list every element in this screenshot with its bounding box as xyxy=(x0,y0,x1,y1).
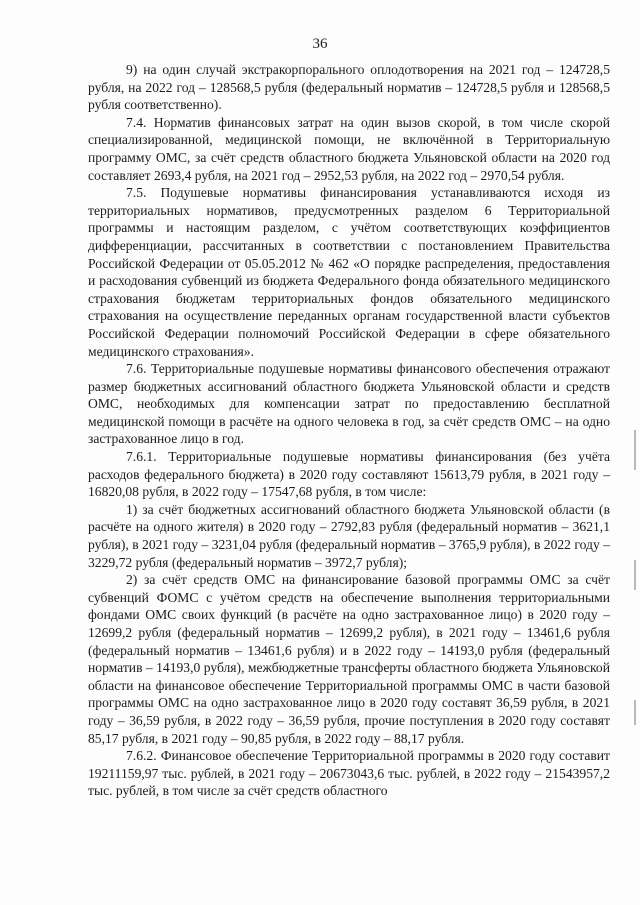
paragraph-7-6-1: 7.6.1. Территориальные подушевые нормативы финансирования (без учёта расходов федерального бюджета) в 2020 году составляют 15613,79 рубля, в 2021 году – 16820,08 рубля, в 2022 году – 17547,68 рубля, в том числе: xyxy=(88,449,610,500)
paragraph-7-5: 7.5. Подушевые нормативы финансирования устанавливаются исходя из территориальных нормативов, предусмотренных разделом 6 Территориальной программы и настоящим разделом, с учётом соответствующих коэффициентов дифференциации, рассчитанных в соответствии с постановлением Правительства Российской Федерации от 05.05.2012 № 462 «О порядке распределения, предоставления и расходования субвенций из бюджета Федерального фонда обязательного медицинского страхования бюджетам территориальных фондов обязательного медицинского страхования на осуществление переданных органам государственной власти субъектов Российской Федерации полномочий Российской Федерации в сфере обязательного медицинского страхования». xyxy=(88,185,610,359)
paragraph-item-9-eco: 9) на один случай экстракорпорального оплодотворения на 2021 год – 124728,5 рубля, на 2022 год – 128568,5 рубля (федеральный норматив – 124728,5 рубля и 128568,5 рубля соответственно). xyxy=(88,62,610,113)
paragraph-7-4: 7.4. Норматив финансовых затрат на один вызов скорой, в том числе скорой специализированной, медицинской помощи, не включённой в Территориальную программу ОМС, за счёт средств областного бюджета Ульяновской области на 2020 год составляет 2693,4 рубля, на 2021 год – 2952,53 рубля, на 2022 год – 2970,54 рубля. xyxy=(88,114,610,183)
paragraph-7-6-1-item-2: 2) за счёт средств ОМС на финансирование базовой программы ОМС за счёт субвенций ФОМС с учётом средств на обеспечение выполнения территориальными фондами ОМС своих функций (в расчёте на одно застрахованное лицо) в 2020 году – 12699,2 рубля (федеральный норматив – 12699,2 рубля), в 2021 году – 13461,6 рубля (федеральный норматив – 13461,6 рубля) и в 2022 году – 14193,0 рубля (федеральный норматив – 14193,0 рубля), межбюджетные трансферты областного бюджета Ульяновской области на финансовое обеспечение Территориальной программы ОМС в части базовой программы ОМС на одно застрахованное лицо в 2020 году составят 36,59 рубля, в 2021 году – 36,59 рубля, в 2022 году – 36,59 рубля, прочие поступления в 2020 году составят 85,17 рубля, в 2021 году – 90,85 рубля, в 2022 году – 88,17 рубля. xyxy=(88,572,610,746)
scan-edge-mark xyxy=(634,560,636,590)
paragraph-7-6-2: 7.6.2. Финансовое обеспечение Территориальной программы в 2020 году составит 19211159,97 тыс. рублей, в 2021 году – 20673043,6 тыс. рублей, в 2022 году – 21543957,2 тыс. рублей, в том числе за счёт средств областного xyxy=(88,748,610,799)
scan-edge-mark xyxy=(634,700,636,725)
paragraph-7-6-1-item-1: 1) за счёт бюджетных ассигнований областного бюджета Ульяновской области (в расчёте на одного жителя) в 2020 году – 2792,83 рубля (федеральный норматив – 3621,1 рубля), в 2021 году – 3231,04 рубля (федеральный норматив – 3765,9 рубля), в 2022 году – 3229,72 рубля (федеральный норматив – 3972,7 рубля); xyxy=(88,501,610,570)
paragraph-7-6: 7.6. Территориальные подушевые нормативы финансового обеспечения отражают размер бюджетных ассигнований областного бюджета Ульяновской области и средств ОМС, необходимых для компенсации затрат по предоставлению бесплатной медицинской помощи в расчёте на одного человека в год, за счёт средств ОМС – на одно застрахованное лицо в год. xyxy=(88,361,610,447)
document-body xyxy=(88,61,610,800)
scan-edge-mark xyxy=(634,430,636,470)
page-number: 36 xyxy=(312,36,328,52)
